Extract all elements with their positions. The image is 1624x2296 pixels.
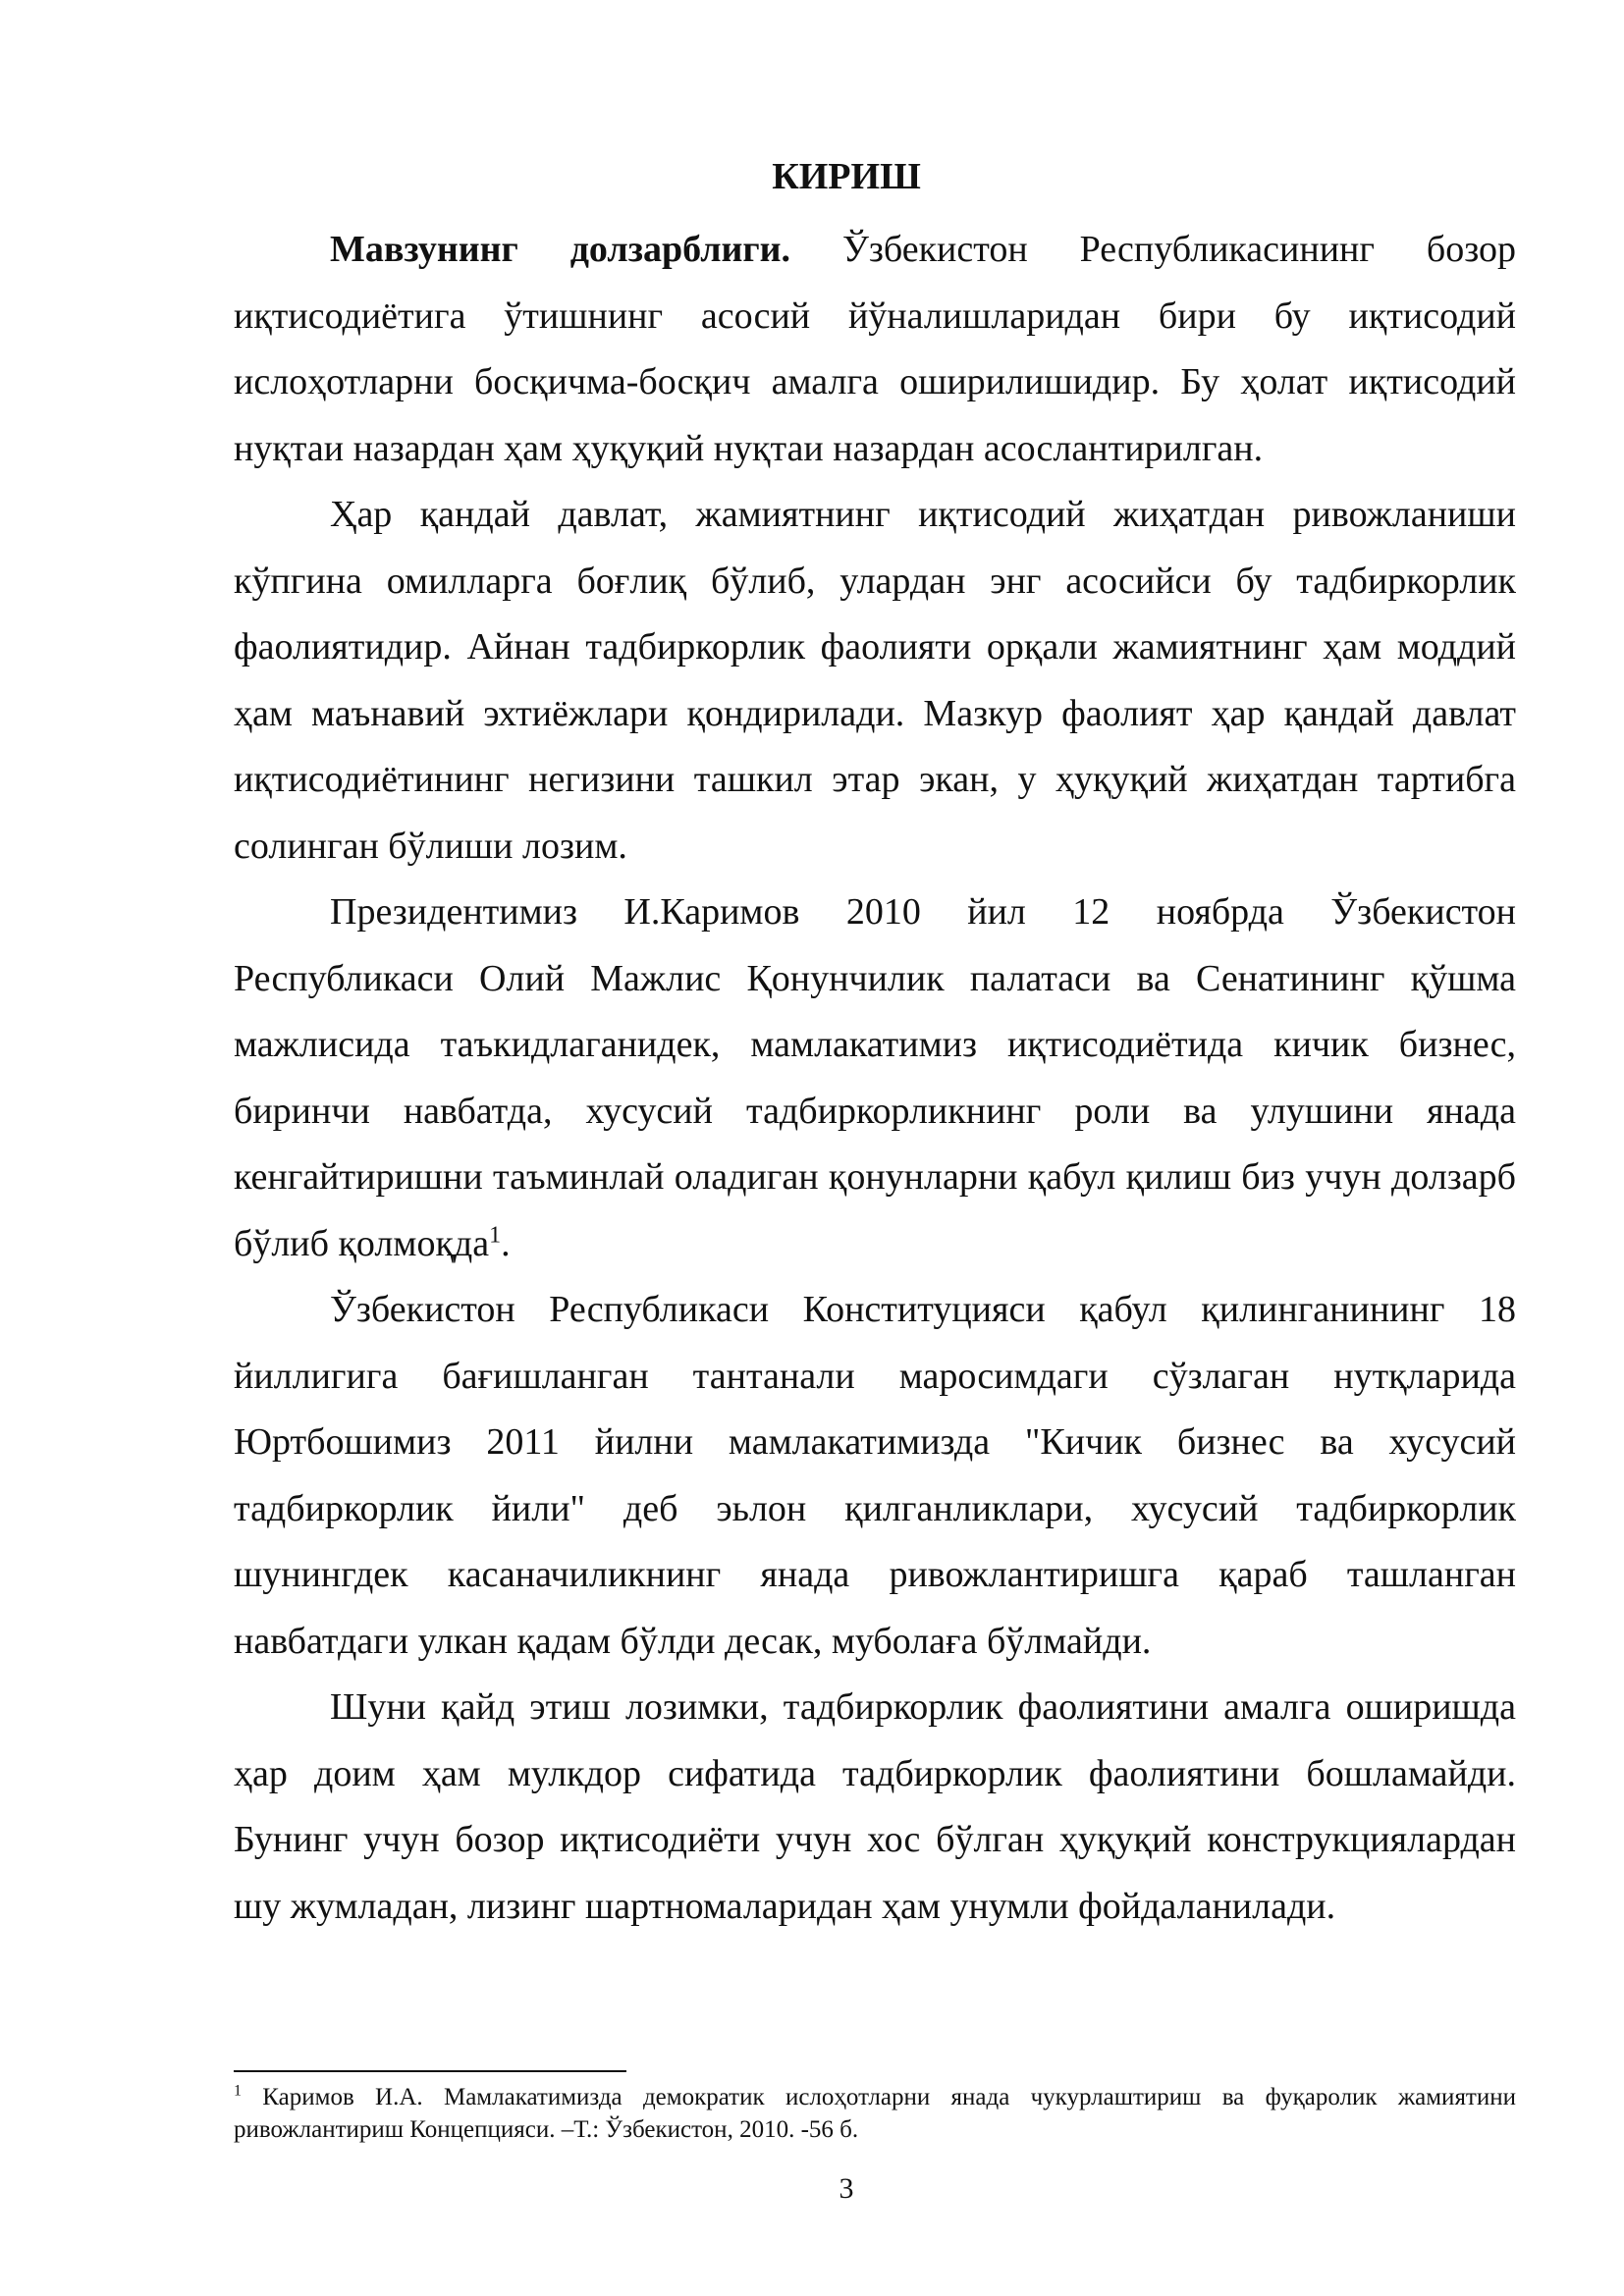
footnote-reference[interactable]: 1 bbox=[489, 1221, 502, 1248]
paragraph-lead: Мавзунинг долзарблиги. bbox=[330, 229, 791, 270]
body-text bbox=[234, 217, 1516, 1940]
paragraph-text: Ўзбекистон Республикасининг бозор иқтисодиётига ўтишнинг асосий йўналишларидан бири бу иқтисодий ислоҳотларни босқичма-босқич амалга оширилишидир. Бу ҳолат иқтисодий нуқтаи назардан ҳам ҳуқуқий нуқтаи назардан асослантирилган. bbox=[234, 229, 1516, 469]
paragraph-text: Ўзбекистон Республикаси Конституцияси қабул қилинганининг 18 йиллигига бағишланган тантанали маросимдаги сўзлаган нутқларида Юртбошимиз 2011 йилни мамлакатимизда "Кичик бизнес ва хусусий тадбиркорлик йили" деб эьлон қилганликлари, хусусий тадбиркорлик шунингдек касаначиликнинг янада ривожлантиришга қараб ташланган навбатдаги улкан қадам бўлди десак, муболаға бўлмайди. bbox=[234, 1289, 1516, 1662]
footnote-separator bbox=[234, 2070, 626, 2072]
paragraph-tail: . bbox=[501, 1222, 511, 1264]
page-title: КИРИШ bbox=[772, 156, 921, 197]
paragraph-text: Шуни қайд этиш лозимки, тадбиркорлик фаолиятини амалга оширишда ҳар доим ҳам мулкдор сифатида тадбиркорлик фаолиятини бошламайди. Бунинг учун бозор иқтисодиёти учун хос бўлган ҳуқуқий конструкциялардан шу жумладан, лизинг шартномаларидан ҳам унумли фойдаланилади. bbox=[234, 1686, 1516, 1927]
paragraph bbox=[234, 1675, 1516, 1940]
paragraph-relevance bbox=[234, 217, 1516, 482]
footnote-mark: 1 bbox=[234, 2082, 242, 2100]
paragraph bbox=[234, 880, 1516, 1277]
footnote-text: Каримов И.А. Мамлакатимизда демократик ислоҳотларни янада чукурлаштириш ва фуқаролик жамиятини ривожлантириш Концепцияси. –Т.: Ўзбекистон, 2010. -56 б. bbox=[234, 2084, 1516, 2143]
page-number: 3 bbox=[839, 2172, 854, 2205]
paragraph bbox=[234, 482, 1516, 880]
paragraph-text: Ҳар қандай давлат, жамиятнинг иқтисодий жиҳатдан ривожланиши кўпгина омилларга боғлиқ бўлиб, улардан энг асосийси бу тадбиркорлик фаолиятидир. Айнан тадбиркорлик фаолияти орқали жамиятнинг ҳам моддий ҳам маънавий эхтиёжлари қондирилади. Мазкур фаолият ҳар қандай давлат иқтисодиётининг негизини ташкил этар экан, у ҳуқуқий жиҳатдан тартибга солинган бўлиши лозим. bbox=[234, 494, 1516, 867]
paragraph-text: Президентимиз И.Каримов 2010 йил 12 ноябрда Ўзбекистон Республикаси Олий Мажлис Қонунчилик палатаси ва Сенатининг қўшма мажлисида таъкидлаганидек, мамлакатимиз иқтисодиётида кичик бизнес, биринчи навбатда, хусусий тадбиркорликнинг роли ва улушини янада кенгайтиришни таъминлай оладиган қонунларни қабул қилиш биз учун долзарб бўлиб қолмоқда bbox=[234, 891, 1516, 1264]
footnote bbox=[234, 2081, 1516, 2146]
paragraph bbox=[234, 1277, 1516, 1675]
